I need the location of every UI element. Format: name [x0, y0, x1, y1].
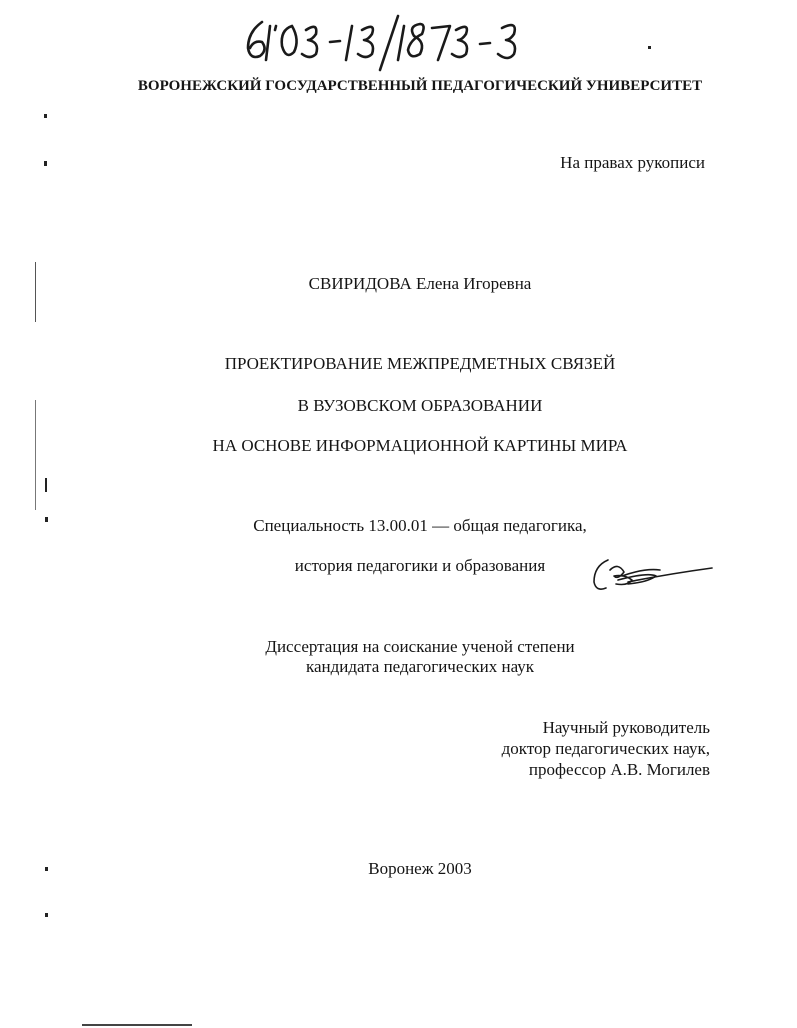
- university-name: ВОРОНЕЖСКИЙ ГОСУДАРСТВЕННЫЙ ПЕДАГОГИЧЕСКИЙ УНИВЕРСИТЕТ: [137, 78, 703, 94]
- city-year: Воронеж 2003: [368, 859, 472, 878]
- author-name: СВИРИДОВА Елена Игоревна: [308, 274, 532, 293]
- scan-mark: [82, 1024, 192, 1026]
- manuscript-note: На правах рукописи: [560, 153, 705, 172]
- title-line-2: В ВУЗОВСКОМ ОБРАЗОВАНИИ: [297, 396, 543, 415]
- advisor-line-2: доктор педагогических наук,: [501, 739, 710, 758]
- advisor-line-3: профессор А.В. Могилев: [528, 760, 710, 779]
- dissertation-line-1: Диссертация на соискание ученой степени: [265, 637, 575, 656]
- advisor-line-1: Научный руководитель: [542, 718, 710, 737]
- title-line-3: НА ОСНОВЕ ИНФОРМАЦИОННОЙ КАРТИНЫ МИРА: [212, 436, 628, 455]
- dissertation-line-2: кандидата педагогических наук: [305, 657, 535, 676]
- signature: [588, 552, 713, 597]
- title-line-1: ПРОЕКТИРОВАНИЕ МЕЖПРЕДМЕТНЫХ СВЯЗЕЙ: [224, 354, 616, 373]
- specialty-line-2: история педагогики и образования: [294, 556, 546, 575]
- scan-mark: [45, 913, 48, 917]
- handwritten-archive-number: [240, 12, 540, 72]
- scan-mark: [44, 161, 47, 166]
- scan-mark: [45, 478, 47, 492]
- specialty-line-1: Специальность 13.00.01 — общая педагогика,: [253, 516, 587, 535]
- scan-mark: [648, 46, 651, 49]
- scan-mark: [44, 114, 47, 118]
